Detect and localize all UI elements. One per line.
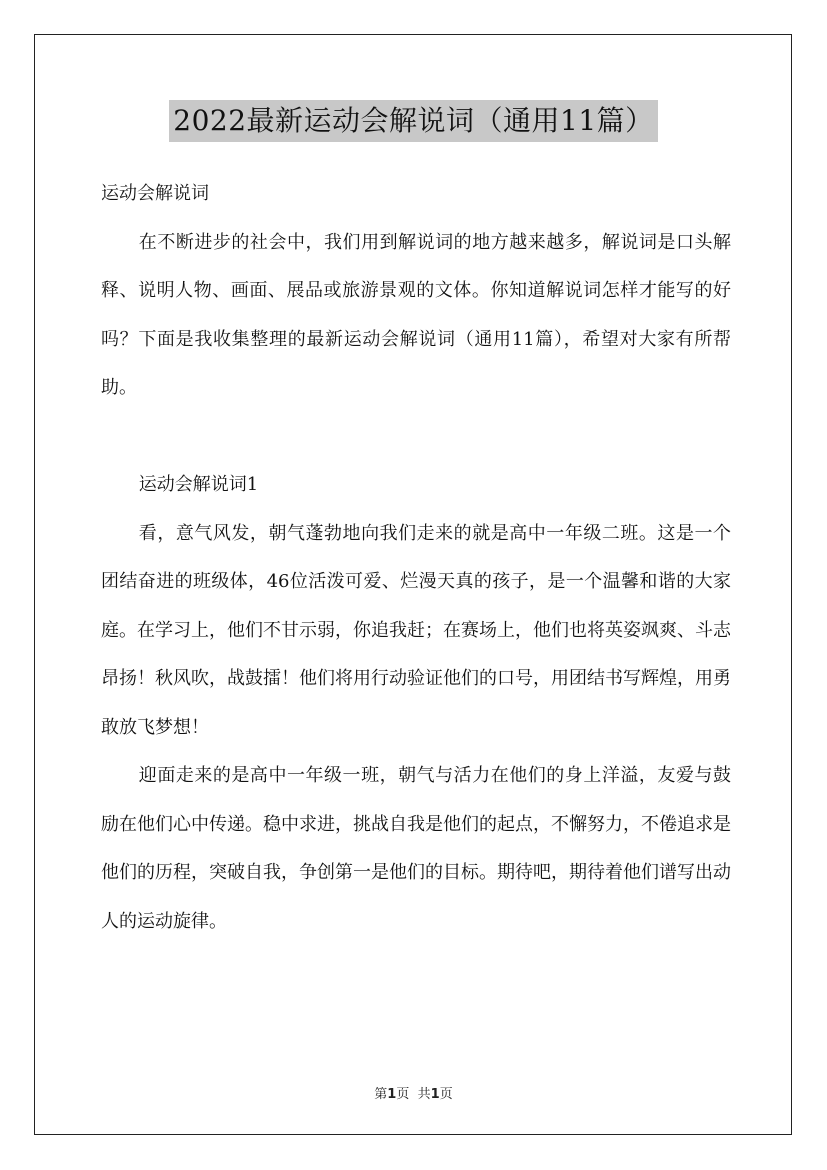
page-footer [0, 1083, 827, 1102]
page-suffix: 页 [396, 1087, 410, 1102]
page-prefix: 第 [374, 1087, 388, 1102]
document-title: 2022最新运动会解说词（通用11篇） [169, 100, 657, 142]
total-suffix: 页 [439, 1087, 453, 1102]
page-current: 1 [387, 1087, 397, 1102]
section-heading: 运动会解说词 [101, 183, 209, 204]
item-heading: 运动会解说词1 [138, 474, 259, 495]
body-paragraph-1: 看，意气风发，朝气蓬勃地向我们走来的就是高中一年级二班。这是一个团结奋进的班级体，46位活泼可爱、烂漫天真的孩子，是一个温馨和谐的大家庭。在学习上，他们不甘示弱，你追我赶；在赛场上，他们也将英姿飒爽、斗志昂扬！秋风吹，战鼓擂！他们将用行动验证他们的口号，用团结书写辉煌，用勇敢放飞梦想！ [101, 522, 731, 738]
body-paragraph-2: 迎面走来的是高中一年级一班，朝气与活力在他们的身上洋溢，友爱与鼓励在他们心中传递。稳中求进，挑战自我是他们的起点，不懈努力，不倦追求是他们的历程，突破自我，争创第一是他们的目标。期待吧，期待着他们谱写出动人的运动旋律。 [101, 765, 731, 932]
page-total: 1 [430, 1087, 440, 1102]
intro-paragraph: 在不断进步的社会中，我们用到解说词的地方越来越多，解说词是口头解释、说明人物、画面、展品或旅游景观的文体。你知道解说词怎样才能写的好吗？下面是我收集整理的最新运动会解说词（通用11篇），希望对大家有所帮助。 [101, 231, 731, 398]
paragraph-spacer [101, 413, 731, 462]
document-title-wrapper [0, 100, 827, 142]
total-prefix: 共 [417, 1087, 431, 1102]
document-body [101, 170, 731, 946]
